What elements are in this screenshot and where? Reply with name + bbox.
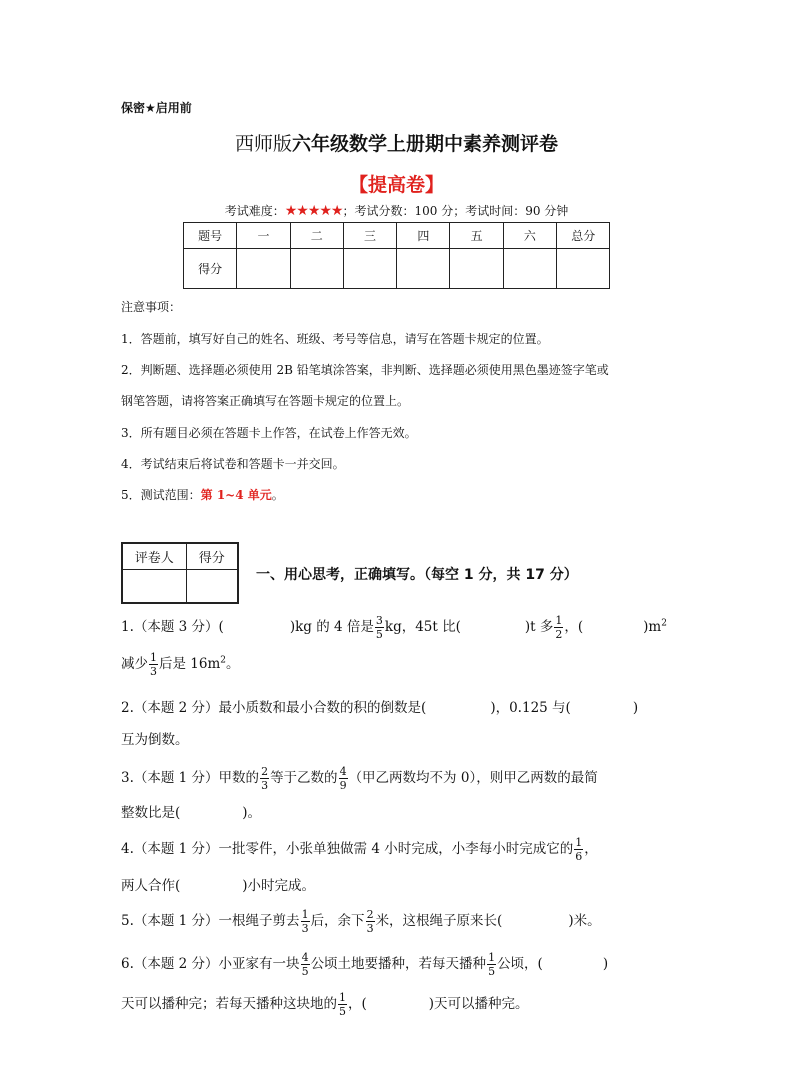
question-6 [121,952,608,977]
score-cell[interactable] [450,249,503,289]
question-text: )，0.125 与( [490,700,571,716]
superscript: 2 [220,655,227,666]
exam-title [0,129,793,156]
score-cell[interactable] [557,249,610,289]
score-row-label: 得分 [184,249,237,289]
score-time-info: ；考试分数：100 分；考试时间：90 分钟 [342,204,569,218]
question-text: 后，余下 [310,913,365,929]
note-item [121,486,284,503]
score-table-header: 三 [343,223,396,249]
fraction: $\frac{1}{5}$ [339,991,346,1018]
fraction: $\frac{4}{5}$ [301,951,309,978]
exam-subtitle: 【提高卷】 [348,174,444,196]
grader-reviewer-cell[interactable] [122,569,186,603]
score-cell[interactable] [290,249,343,289]
question-text: 公顷，( [497,956,543,972]
score-cell[interactable] [343,249,396,289]
score-cell[interactable] [237,249,290,289]
fraction: $\frac{3}{5}$ [375,614,383,641]
score-table-header: 二 [290,223,343,249]
score-table-header: 四 [397,223,450,249]
question-text: )t 多 [524,619,554,635]
question-text: ) [602,956,609,972]
grader-score-label: 得分 [186,543,238,569]
question-text: 公顷土地要播种，若每天播种 [310,956,487,972]
question-text: 米，这根绳子原来长( [375,913,503,929]
question-text: 5.（本题 1 分）一根绳子剪去 [121,913,300,929]
note-item: 1．答题前，填写好自己的姓名、班级、考号等信息，请写在答题卡规定的位置。 [121,332,549,346]
fraction: $\frac{1}{6}$ [575,836,583,863]
grader-reviewer-label: 评卷人 [122,543,186,569]
question-text: 2.（本题 2 分）最小质数和最小合数的积的倒数是( [121,700,427,716]
question-text: （甲乙两数均不为 0），则甲乙两数的最简 [348,770,598,786]
question-text: 3.（本题 1 分）甲数的 [121,770,260,786]
question-text: 天可以播种完；若每天播种这块地的 [121,996,337,1012]
superscript: 2 [661,618,667,629]
question-text: )米。 [568,913,601,929]
score-table-header-row [184,223,610,249]
question-3-cont [121,801,261,821]
difficulty-label: 考试难度： [224,204,285,218]
question-4-cont [121,874,315,894]
score-table-score-row [184,249,610,289]
fraction: $\frac{4}{9}$ [339,765,347,792]
title-main: 六年级数学上册期中素养测评卷 [292,133,559,155]
question-text: )天可以播种完。 [428,996,529,1012]
note-item: 2．判断题、选择题必须使用 2B 铅笔填涂答案，非判断、选择题必须使用黑色墨迹签字笔或 [121,363,609,377]
question-text: ，( [564,619,584,635]
question-text: 6.（本题 2 分）小亚家有一块 [121,956,300,972]
note-suffix: 。 [271,488,284,502]
score-table [183,222,610,289]
confidential-mark: 保密★启用前 [121,101,192,115]
question-text: kg，45t 比( [384,619,461,635]
question-text: 减少 [121,656,148,672]
question-text: 后是 16m [159,656,221,672]
difficulty-stars-icon: ★★★★★ [284,203,343,219]
test-range: 第 1~4 单元 [200,488,272,502]
question-1 [121,615,667,640]
question-1-cont [121,652,240,677]
notes-title: 注意事项： [121,300,182,314]
question-text: 两人合作( [121,878,181,894]
question-2-cont: 互为倒数。 [121,732,189,748]
grader-table [121,542,239,604]
question-text: 1.（本题 3 分）( [121,619,224,635]
fraction: $\frac{1}{3}$ [301,908,309,935]
fraction: $\frac{1}{3}$ [150,651,157,678]
note-prefix: 5．测试范围： [121,488,201,502]
question-5 [121,909,601,934]
question-text: 。 [226,656,240,672]
question-text: 4.（本题 1 分）一批零件，小张单独做需 4 小时完成，小李每小时完成它的 [121,841,574,857]
question-text: )。 [242,805,262,821]
question-3 [121,766,598,791]
question-text: )m [643,619,662,635]
question-6-cont [121,992,529,1017]
exam-info [0,202,793,219]
section-heading: 一、用心思考，正确填写。（每空 1 分，共 17 分） [256,567,578,583]
score-table-header: 五 [450,223,503,249]
note-item: 3．所有题目必须在答题卡上作答，在试卷上作答无效。 [121,426,417,440]
question-text: )kg 的 4 倍是 [289,619,374,635]
question-text: ， [584,841,598,857]
question-text: 整数比是( [121,805,181,821]
score-table-header: 总分 [557,223,610,249]
grader-score-cell[interactable] [186,569,238,603]
question-2 [121,696,638,716]
score-table-header: 六 [503,223,556,249]
question-text: 等于乙数的 [270,770,338,786]
score-cell[interactable] [397,249,450,289]
score-cell[interactable] [503,249,556,289]
question-text: )小时完成。 [242,878,316,894]
fraction: $\frac{1}{2}$ [555,614,563,641]
score-table-header: 题号 [184,223,237,249]
fraction: $\frac{1}{5}$ [488,951,496,978]
question-text: ) [632,700,639,716]
question-4 [121,837,598,862]
note-item: 钢笔答题，请将答案正确填写在答题卡规定的位置上。 [121,394,410,408]
note-item: 4．考试结束后将试卷和答题卡一并交回。 [121,457,345,471]
score-table-header: 一 [237,223,290,249]
question-text: ，( [348,996,367,1012]
title-prefix: 西师版 [234,133,292,155]
fraction: $\frac{2}{3}$ [261,765,269,792]
fraction: $\frac{2}{3}$ [366,908,374,935]
